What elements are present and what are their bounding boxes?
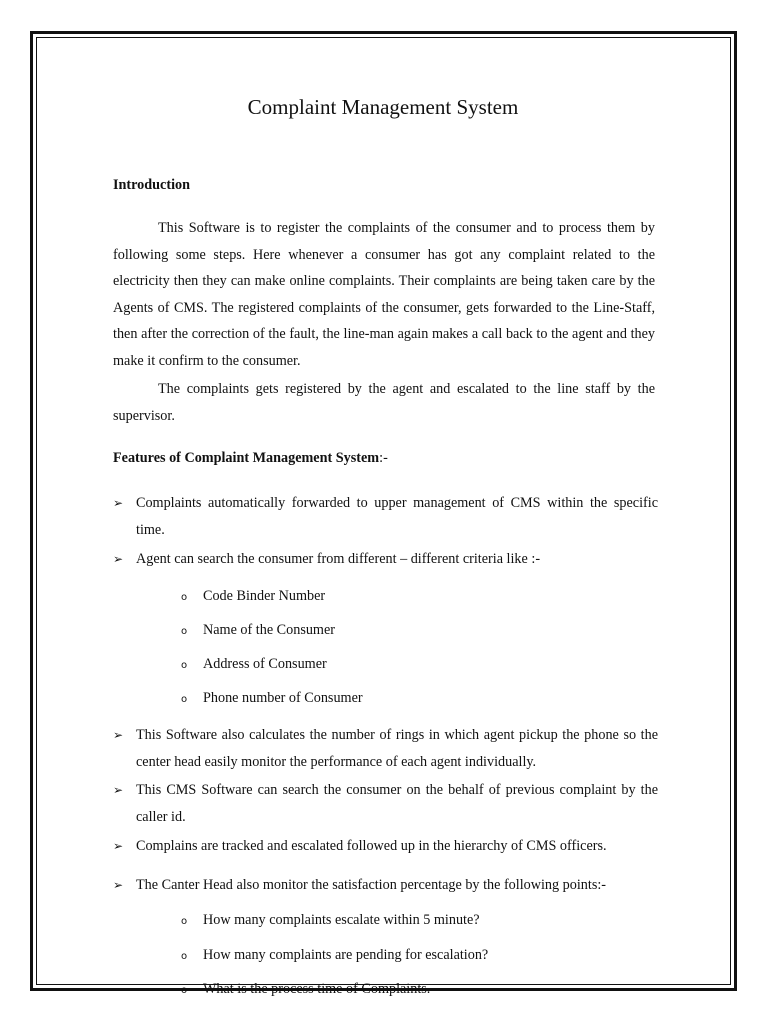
feature-bullet-5-text: Complains are tracked and escalated followed up in the hierarchy of CMS officers. xyxy=(136,838,607,854)
feature-bullet-6-text: The Canter Head also monitor the satisfaction percentage by the following points:- xyxy=(136,877,607,893)
arrow-bullet-icon: ➢ xyxy=(113,783,124,797)
features-heading xyxy=(113,450,388,467)
circle-bullet-icon: o xyxy=(181,694,188,705)
introduction-paragraph-1 xyxy=(113,215,655,375)
circle-bullet-icon: o xyxy=(181,985,188,996)
satisfaction-point-item xyxy=(181,945,488,967)
feature-bullet-4-text: This CMS Software can search the consumer on the behalf of previous complaint by the caller id. xyxy=(136,782,658,825)
circle-bullet-icon: o xyxy=(181,951,188,962)
introduction-heading: Introduction xyxy=(113,177,190,193)
circle-bullet-icon: o xyxy=(181,916,188,927)
arrow-bullet-icon: ➢ xyxy=(113,496,124,510)
search-criteria-item xyxy=(181,688,363,710)
features-heading-text: Features of Complaint Management System xyxy=(113,450,380,466)
feature-bullet-3-text: This Software also calculates the number of rings in which agent pickup the phone so the center head easily monitor the performance of each agent individually. xyxy=(136,727,658,770)
arrow-bullet-icon: ➢ xyxy=(113,878,124,892)
feature-bullet-2 xyxy=(113,546,658,573)
introduction-paragraph-2 xyxy=(113,376,655,429)
introduction-paragraph-2-text: The complaints gets registered by the agent and escalated to the line staff by the supervisor. xyxy=(113,381,655,424)
document-title: Complaint Management System xyxy=(247,95,519,119)
arrow-bullet-icon: ➢ xyxy=(113,728,124,742)
features-heading-suffix: :- xyxy=(379,450,388,466)
arrow-bullet-icon: ➢ xyxy=(113,552,124,566)
arrow-bullet-icon: ➢ xyxy=(113,839,124,853)
feature-bullet-3 xyxy=(113,722,658,776)
search-criteria-text: Code Binder Number xyxy=(203,588,326,604)
circle-bullet-icon: o xyxy=(181,592,188,603)
document-body xyxy=(113,0,658,997)
feature-bullet-4 xyxy=(113,777,658,831)
search-criteria-item xyxy=(181,620,335,642)
circle-bullet-icon: o xyxy=(181,626,188,637)
feature-bullet-5 xyxy=(113,833,658,860)
satisfaction-point-text: How many complaints escalate within 5 minute? xyxy=(203,912,480,928)
feature-bullet-6 xyxy=(113,872,658,899)
satisfaction-point-item xyxy=(181,910,480,932)
satisfaction-point-item xyxy=(181,979,430,1001)
satisfaction-point-text: What is the process time of Complaints. xyxy=(203,981,431,997)
search-criteria-text: Address of Consumer xyxy=(203,656,327,672)
feature-bullet-1 xyxy=(113,490,658,544)
introduction-paragraph-1-text: This Software is to register the complaints of the consumer and to process them by following some steps. Here whenever a consumer has got any complaint related to the electricity then they can make online complaints. Their complaints are being taken care by the Agents of CMS. The registered complaints of the consumer, gets forwarded to the Line-Staff, then after the correction of the fault, the line-man again makes a call back to the agent and they make it confirm to the consumer. xyxy=(113,220,655,369)
feature-bullet-2-text: Agent can search the consumer from different – different criteria like :- xyxy=(136,551,541,567)
search-criteria-text: Phone number of Consumer xyxy=(203,690,363,706)
search-criteria-item xyxy=(181,586,325,608)
search-criteria-text: Name of the Consumer xyxy=(203,622,335,638)
satisfaction-point-text: How many complaints are pending for escalation? xyxy=(203,947,489,963)
feature-bullet-1-text: Complaints automatically forwarded to upper management of CMS within the specific time. xyxy=(136,495,658,538)
circle-bullet-icon: o xyxy=(181,660,188,671)
search-criteria-item xyxy=(181,654,327,676)
